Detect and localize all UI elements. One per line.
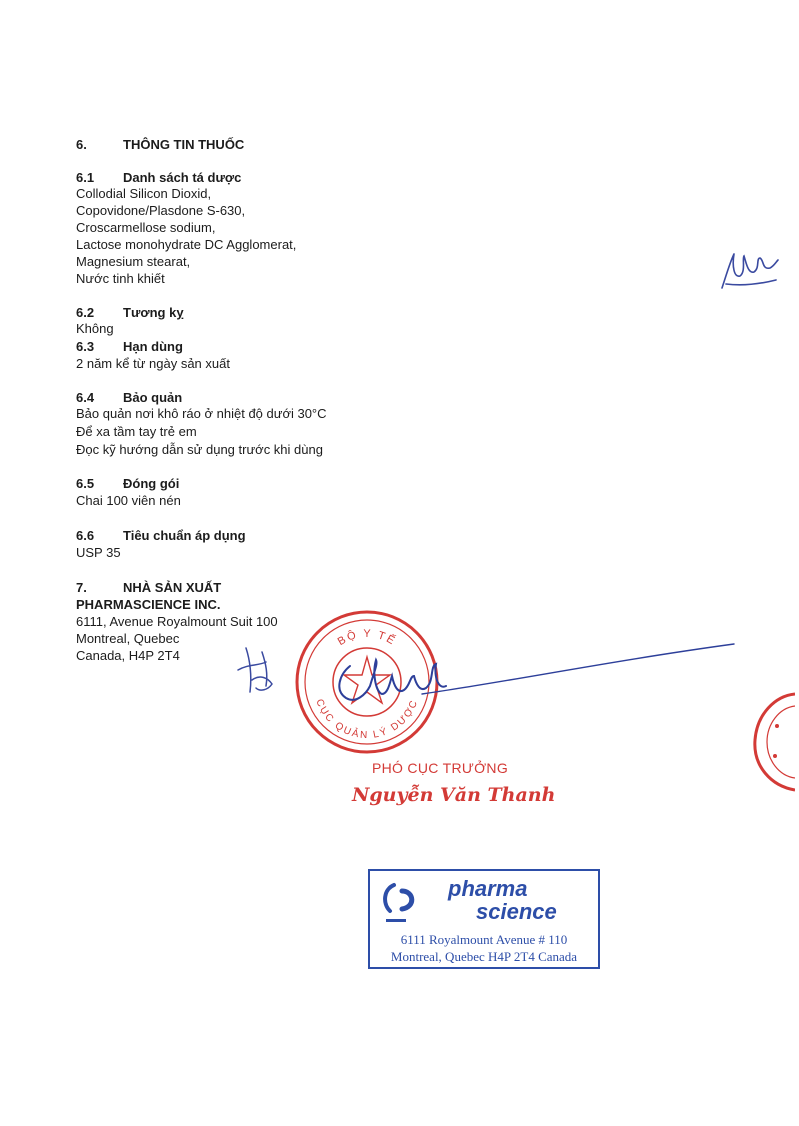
- pharmascience-logo-icon: [380, 881, 420, 925]
- excipient-item: Lactose monohydrate DC Agglomerat,: [76, 237, 297, 252]
- section-6-1-title: Danh sách tá dược: [123, 170, 242, 185]
- excipient-item: Croscarmellose sodium,: [76, 220, 216, 235]
- incompatibility-text: Không: [76, 321, 114, 336]
- packaging-text: Chai 100 viên nén: [76, 493, 181, 508]
- manufacturer-address-line: 6111, Avenue Royalmount Suit 100: [76, 614, 278, 629]
- manufacturer-address-line: Canada, H4P 2T4: [76, 648, 180, 663]
- section-6-1-number: 6.1: [76, 170, 95, 185]
- storage-line: Để xa tầm tay trẻ em: [76, 424, 197, 439]
- signatory-name: Nguyễn Văn Thanh: [352, 784, 556, 806]
- initials-signature: [232, 640, 284, 700]
- stamp-brand-line2: science: [476, 899, 557, 924]
- storage-line: Đọc kỹ hướng dẫn sử dụng trước khi dùng: [76, 442, 323, 457]
- excipient-item: Nước tinh khiết: [76, 271, 165, 286]
- section-6-title: THÔNG TIN THUỐC: [123, 137, 245, 152]
- section-6-3-title: Hạn dùng: [123, 339, 183, 354]
- section-6-6-number: 6.6: [76, 528, 95, 543]
- excipient-item: Copovidone/Plasdone S-630,: [76, 203, 246, 218]
- company-stamp: [368, 869, 600, 969]
- section-6-5-title: Đóng gói: [123, 476, 180, 491]
- stamp-brand-line1: pharma: [448, 876, 528, 901]
- section-7-number: 7.: [76, 580, 87, 595]
- section-6-2-number: 6.2: [76, 305, 95, 320]
- section-6-number: 6.: [76, 137, 87, 152]
- initials-mark: [712, 248, 782, 292]
- official-signature: [326, 642, 736, 712]
- manufacturer-address-line: Montreal, Quebec: [76, 631, 180, 646]
- section-6-4-number: 6.4: [76, 390, 95, 405]
- section-6-5-number: 6.5: [76, 476, 95, 491]
- standard-text: USP 35: [76, 545, 121, 560]
- section-6-4-title: Bảo quản: [123, 390, 183, 405]
- seal-top-text: BỘ Y TẾ: [335, 627, 399, 649]
- stamp-address-line1: 6111 Royalmount Avenue # 110: [400, 932, 568, 947]
- signatory-title: PHÓ CỤC TRƯỞNG: [372, 760, 509, 776]
- section-7-title: NHÀ SẢN XUẤT: [123, 580, 222, 595]
- section-6-2-title: Tương kỵ: [123, 305, 184, 320]
- section-6-6-title: Tiêu chuẩn áp dụng: [123, 528, 246, 543]
- excipient-item: Collodial Silicon Dioxid,: [76, 186, 212, 201]
- excipient-item: Magnesium stearat,: [76, 254, 191, 269]
- seal-bottom-text: CỤC QUẢN LÝ DƯỢC: [313, 697, 421, 742]
- edge-seal-partial: [735, 686, 795, 796]
- section-6-3-number: 6.3: [76, 339, 95, 354]
- manufacturer-name: PHARMASCIENCE INC.: [76, 597, 221, 612]
- storage-line: Bảo quản nơi khô ráo ở nhiệt độ dưới 30°C: [76, 406, 327, 421]
- shelf-life-text: 2 năm kể từ ngày sản xuất: [76, 356, 230, 371]
- stamp-address-line2: Montreal, Quebec H4P 2T4 Canada: [390, 949, 578, 964]
